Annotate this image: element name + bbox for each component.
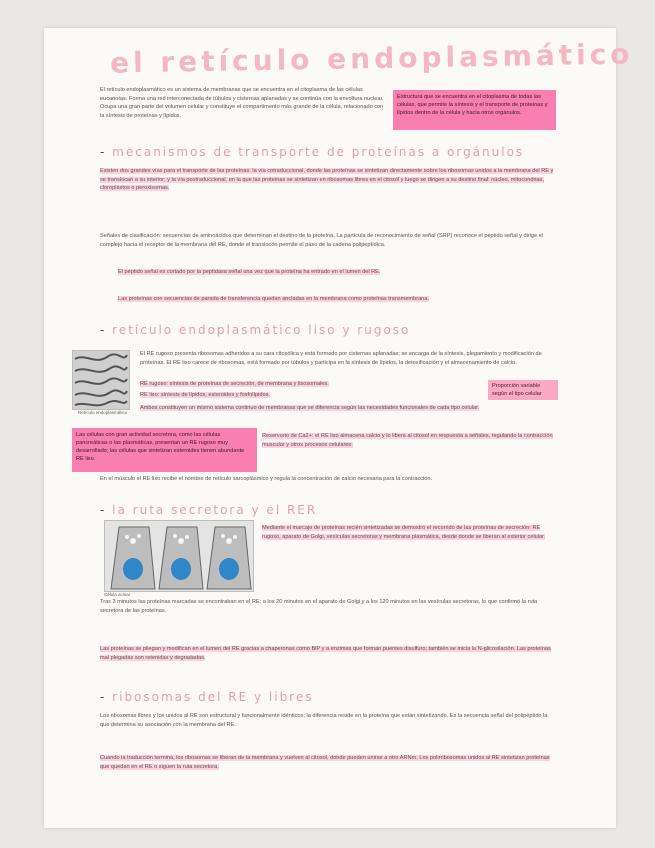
secretory-paragraph-3	[100, 645, 558, 681]
page-title: el retículo endoplasmático	[109, 37, 634, 80]
transport-bullet-2	[118, 295, 558, 315]
section-title: retículo endoplasmático liso y rugoso	[112, 323, 411, 337]
secretory-text-3: Las proteínas se pliegan y modifican en el lumen del RE gracias a chaperonas como BiP y a enzimas que forman puentes disulfuro; también se inicia la N-glicosilación. Las proteínas mal plegadas son retenidas y degradadas.	[100, 646, 551, 661]
re-paragraph-1: El RE rugoso presenta ribosomas adheridos a su cara citosólica y está formado por cisternas aplanadas; se encarga de la síntesis, plegamiento y modificación de proteínas. El RE liso carece de ribosomas, está formado por túbulos y participa en la síntesis de lípidos, la detoxificación y el almacenamiento de calcio.	[140, 351, 542, 366]
section-heading-ribosomes	[100, 690, 314, 704]
secretory-text-1: Mediante el marcaje de proteínas recién sintetizadas se demostró el recorrido de las proteínas de secreción: RE rugoso, aparato de Golgi, vesículas secretoras y membrana plasmática, desde donde se liberan al exterior celular.	[262, 525, 546, 540]
ribosomes-paragraph-1: Los ribosomas libres y los unidos al RE son estructural y funcionalmente idénticos; la diferencia reside en la proteína que están sintetizando. Es la secuencia señal del polipéptido la que determina su asociación con la membrana del RE.	[100, 713, 548, 728]
section-heading-transport	[100, 145, 524, 159]
section-title: ribosomas del RE y libres	[112, 690, 314, 704]
re-item-a	[140, 380, 460, 389]
transport-bullet-1	[118, 268, 558, 288]
re-item-a-text: RE rugoso: síntesis de proteínas de secreción, de membrana y lisosomales.	[140, 381, 329, 387]
er-micrograph-illustration	[73, 351, 129, 409]
re-paragraph-2: En el músculo el RE liso recibe el nombre de retículo sarcoplásmico y regula la concentración de calcio necesaria para la contracción.	[100, 476, 433, 482]
ribosomes-paragraph-2	[100, 754, 558, 790]
section-prefix: -	[100, 145, 107, 159]
ribosomes-text-2: Cuando la traducción termina, los ribosomas se liberan de la membrana y vuelven al citosol, donde pueden unirse a otro ARNm. Los polirribosomas unidos al RE sintetizan proteínas que quedan en el RE o siguen la ruta secretora.	[100, 755, 550, 770]
secretory-cells-illustration	[105, 521, 253, 591]
section-title: la ruta secretora y el RER	[112, 503, 318, 517]
re-item-c-text: Ambos constituyen un mismo sistema continuo de membranas que se diferencia según las necesidades funcionales de cada tipo celular.	[140, 405, 480, 411]
re-item-b-text: RE liso: síntesis de lípidos, esteroides y fosfolípidos.	[140, 392, 270, 398]
section-title: mecanismos de transporte de proteínas a orgánulos	[112, 145, 525, 159]
re-item-d-text: Reservorio de Ca2+: el RE liso almacena calcio y lo libera al citosol en respuesta a señales, regulando la contracción muscular y otros procesos celulares.	[262, 433, 553, 448]
re-item-c	[140, 404, 558, 422]
re-item-d	[262, 432, 558, 466]
section-prefix: -	[100, 323, 107, 337]
section-heading-re	[100, 323, 410, 337]
section-prefix: -	[100, 503, 107, 517]
section-heading-secretory	[100, 503, 317, 517]
figure-er-micrograph	[72, 350, 130, 410]
secretory-paragraph-2: Tras 3 minutos las proteínas marcadas se encontraban en el RE; a los 20 minutos en el aparato de Golgi y a los 120 minutos en las vesículas secretoras, lo que confirmó la ruta secretora de las proteínas.	[100, 599, 538, 614]
re-proportion-tag: Proporción variable según el tipo celular	[488, 380, 558, 400]
secretory-cells-note: Las células con gran actividad secretora, como las células pancreáticas o las plasmáticas, presentan un RE rugoso muy desarrollado; las células que sintetizan esteroides tienen abundante RE liso.	[72, 428, 257, 472]
figure-secretory-cells	[104, 520, 254, 592]
re-item-b	[140, 391, 460, 400]
secretory-paragraph-1	[262, 524, 558, 584]
bullet-1-text: El péptido señal es cortado por la peptidasa señal una vez que la proteína ha entrado en el lumen del RE.	[118, 269, 381, 275]
figure-secretory-caption: Célula acinar	[104, 592, 131, 597]
figure-er-caption: Retículo endoplasmático	[78, 410, 128, 415]
transport-paragraph-1	[100, 167, 558, 225]
bullet-2-text: Las proteínas con secuencias de parada de transferencia quedan ancladas en la membrana como proteínas transmembrana.	[118, 296, 429, 302]
intro-paragraph: El retículo endoplasmático es un sistema de membranas que se encuentra en el citoplasma de las células eucariotas. Forma una red interconectada de túbulos y cisternas aplanadas y se continúa con la envoltura nuclear. Ocupa una gran parte del volumen celular y constituye el compartimento más grande de la célula, relacionado con la síntesis de proteínas y lípidos.	[100, 87, 384, 119]
transport-paragraph-2: Señales de clasificación: secuencias de aminoácidos que determinan el destino de la proteína. La partícula de reconocimiento de señal (SRP) reconoce el péptido señal y dirige el complejo hacia el receptor de la membrana del RE, donde el translocón permite el paso de la cadena polipeptídica.	[100, 233, 544, 248]
definition-note: Estructura que se encuentra en el citoplasma de todas las células, que permite la síntesis y el transporte de proteínas y lípidos dentro de la célula y hacia otros orgánulos.	[393, 90, 556, 130]
transport-text-1: Existen dos grandes vías para el transporte de las proteínas: la vía cotraduccional, donde las proteínas se sintetizan directamente sobre los ribosomas unidos a la membrana del RE y se translocan a su interior; y la vía postraduccional, en la que las proteínas se sintetizan en ribosomas libres en el citosol y luego se dirigen a su destino final: núcleo, mitocondrias, cloroplastos o peroxisomas.	[100, 168, 554, 191]
section-prefix: -	[100, 690, 107, 704]
